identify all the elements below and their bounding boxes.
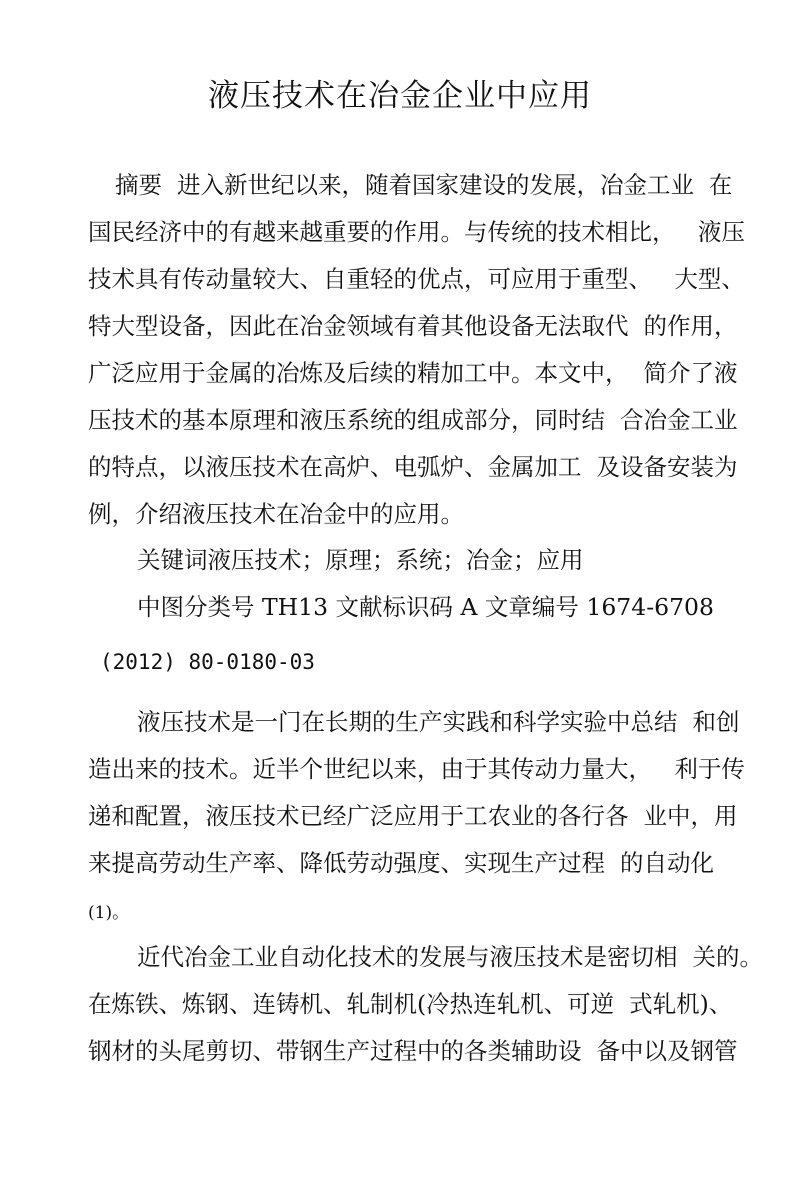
body-line: 递和配置，液压技术已经广泛应用于工农业的各行各 业中，用 — [88, 802, 738, 830]
abstract-line: 技术具有传动量较大、自重轻的优点，可应用于重型、 大型、 — [88, 265, 745, 293]
abstract-line: 国民经济中的有越来越重要的作用。与传统的技术相比， 液压 — [88, 218, 745, 246]
abstract-line: 例，介绍液压技术在冶金中的应用。 — [88, 500, 464, 528]
keywords-line: 关键词液压技术；原理；系统；冶金；应用 — [137, 546, 584, 574]
abstract-line: 特大型设备，因此在冶金领域有着其他设备无法取代 的作用， — [88, 312, 738, 340]
document-title: 液压技术在冶金企业中应用 — [208, 78, 592, 114]
body-line: 来提高劳动生产率、降低劳动强度、实现生产过程 的自动化 — [88, 849, 714, 877]
classification-line: (2012) 80-0180-03 — [100, 650, 315, 674]
abstract-line: 广泛应用于金属的冶炼及后续的精加工中。本文中， 简介了液 — [88, 359, 738, 387]
body-line: 在炼铁、炼钢、连铸机、轧制机(冷热连轧机、可逆 式轧机)、 — [88, 990, 733, 1018]
body-line: 造出来的技术。近半个世纪以来，由于其传动力量大， 利于传 — [88, 755, 745, 783]
abstract-line: 摘要 进入新世纪以来，随着国家建设的发展，冶金工业 在 — [115, 171, 733, 199]
abstract-line: 压技术的基本原理和液压系统的组成部分，同时结 合冶金工业 — [88, 406, 738, 434]
reference-marker: (1)。 — [88, 903, 130, 923]
body-line: 液压技术是一门在长期的生产实践和科学实验中总结 和创 — [137, 708, 740, 736]
body-line: 近代冶金工业自动化技术的发展与液压技术是密切相 关的。 — [137, 943, 763, 971]
abstract-line: 的特点，以液压技术在高炉、电弧炉、金属加工 及设备安装为 — [88, 453, 738, 481]
classification-line: 中图分类号 TH13 文献标识码 A 文章编号 1674-6708 — [137, 593, 714, 621]
body-line: 钢材的头尾剪切、带钢生产过程中的各类辅助设 备中以及钢管 — [88, 1037, 738, 1065]
